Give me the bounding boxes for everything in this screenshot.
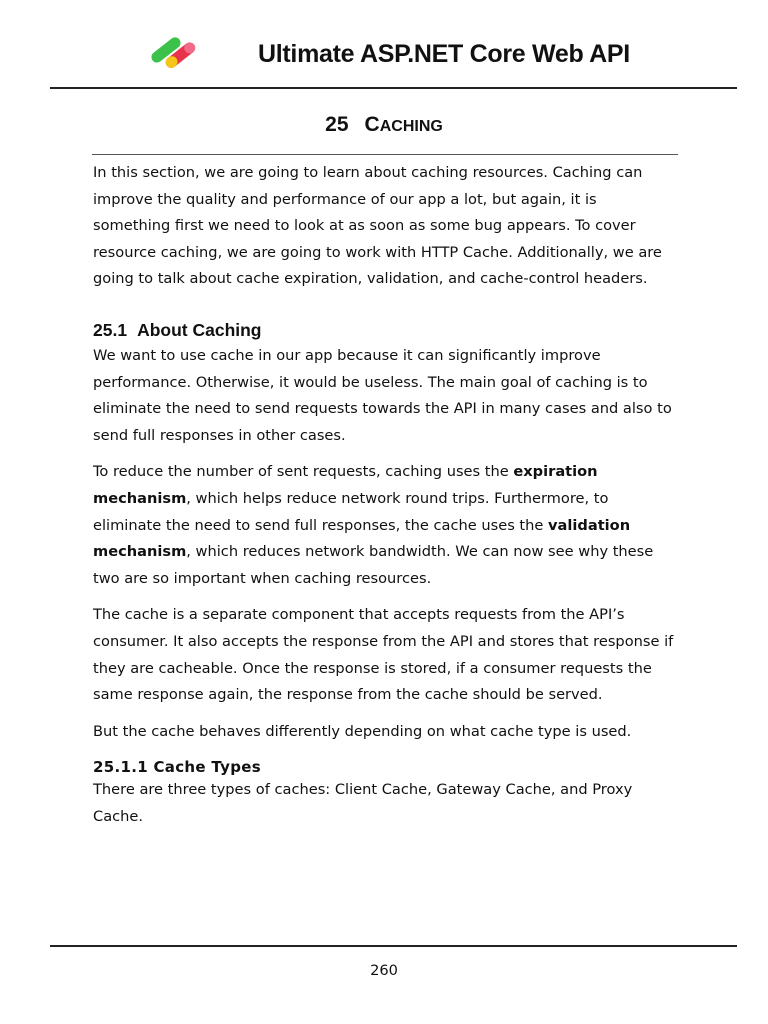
intro-paragraph: In this section, we are going to learn about caching resources. Caching can improve the quality and performance of our app a lot, but again, it is something first we need to look at as soon as some bug appears. To cover resource caching, we are going to work with HTTP Cache. Additionally, we are going to talk about cache expiration, validation, and cache-control headers.: [93, 164, 662, 288]
page-content: [93, 160, 678, 840]
text-run: To reduce the number of sent requests, caching uses the: [93, 463, 514, 481]
section-title: About Caching: [137, 319, 262, 340]
bold-term-expiration: expiration mechanism: [93, 463, 598, 507]
book-title: Ultimate ASP.NET Core Web API: [258, 40, 630, 68]
chapter-divider: [92, 154, 678, 155]
footer-divider: [50, 945, 737, 947]
text-run: , which helps reduce network round trips. Furthermore, to eliminate the need to send full responses, the cache uses the: [93, 489, 609, 534]
text-run: , which reduces network bandwidth. We can now see why these two are so important when caching resources.: [93, 543, 654, 587]
section-paragraph-4: But the cache behaves differently depending on what cache type is used.: [93, 722, 632, 740]
section-paragraph-1: We want to use cache in our app because it can significantly improve performance. Otherwise, it would be useless. The main goal of caching is to eliminate the need to send requests towards the API in many cases and also to send full responses in other cases.: [93, 346, 672, 444]
logo-icon: [148, 30, 202, 80]
section-number: 25.1: [93, 319, 128, 340]
section-paragraph-3: The cache is a separate component that accepts requests from the API’s consumer. It also accepts the response from the API and stores that response if they are cacheable. Once the response is stored, if a consumer requests the same response again, the response from the cache should be served.: [93, 606, 674, 704]
header-divider: [50, 87, 737, 89]
page-number: 260: [370, 962, 398, 979]
bold-term-validation: validation mechanism: [93, 516, 631, 561]
subsection-paragraph-1: There are three types of caches: Client Cache, Gateway Cache, and Proxy Cache.: [93, 781, 633, 825]
chapter-number: 25: [325, 113, 349, 136]
section-paragraph-2: [93, 459, 678, 592]
chapter-title-rest: ACHING: [379, 118, 443, 135]
chapter-heading: [0, 113, 768, 137]
section-heading: [93, 317, 678, 343]
chapter-title-initial: C: [364, 113, 380, 136]
subsection-heading: 25.1.1 Cache Types: [93, 758, 261, 777]
